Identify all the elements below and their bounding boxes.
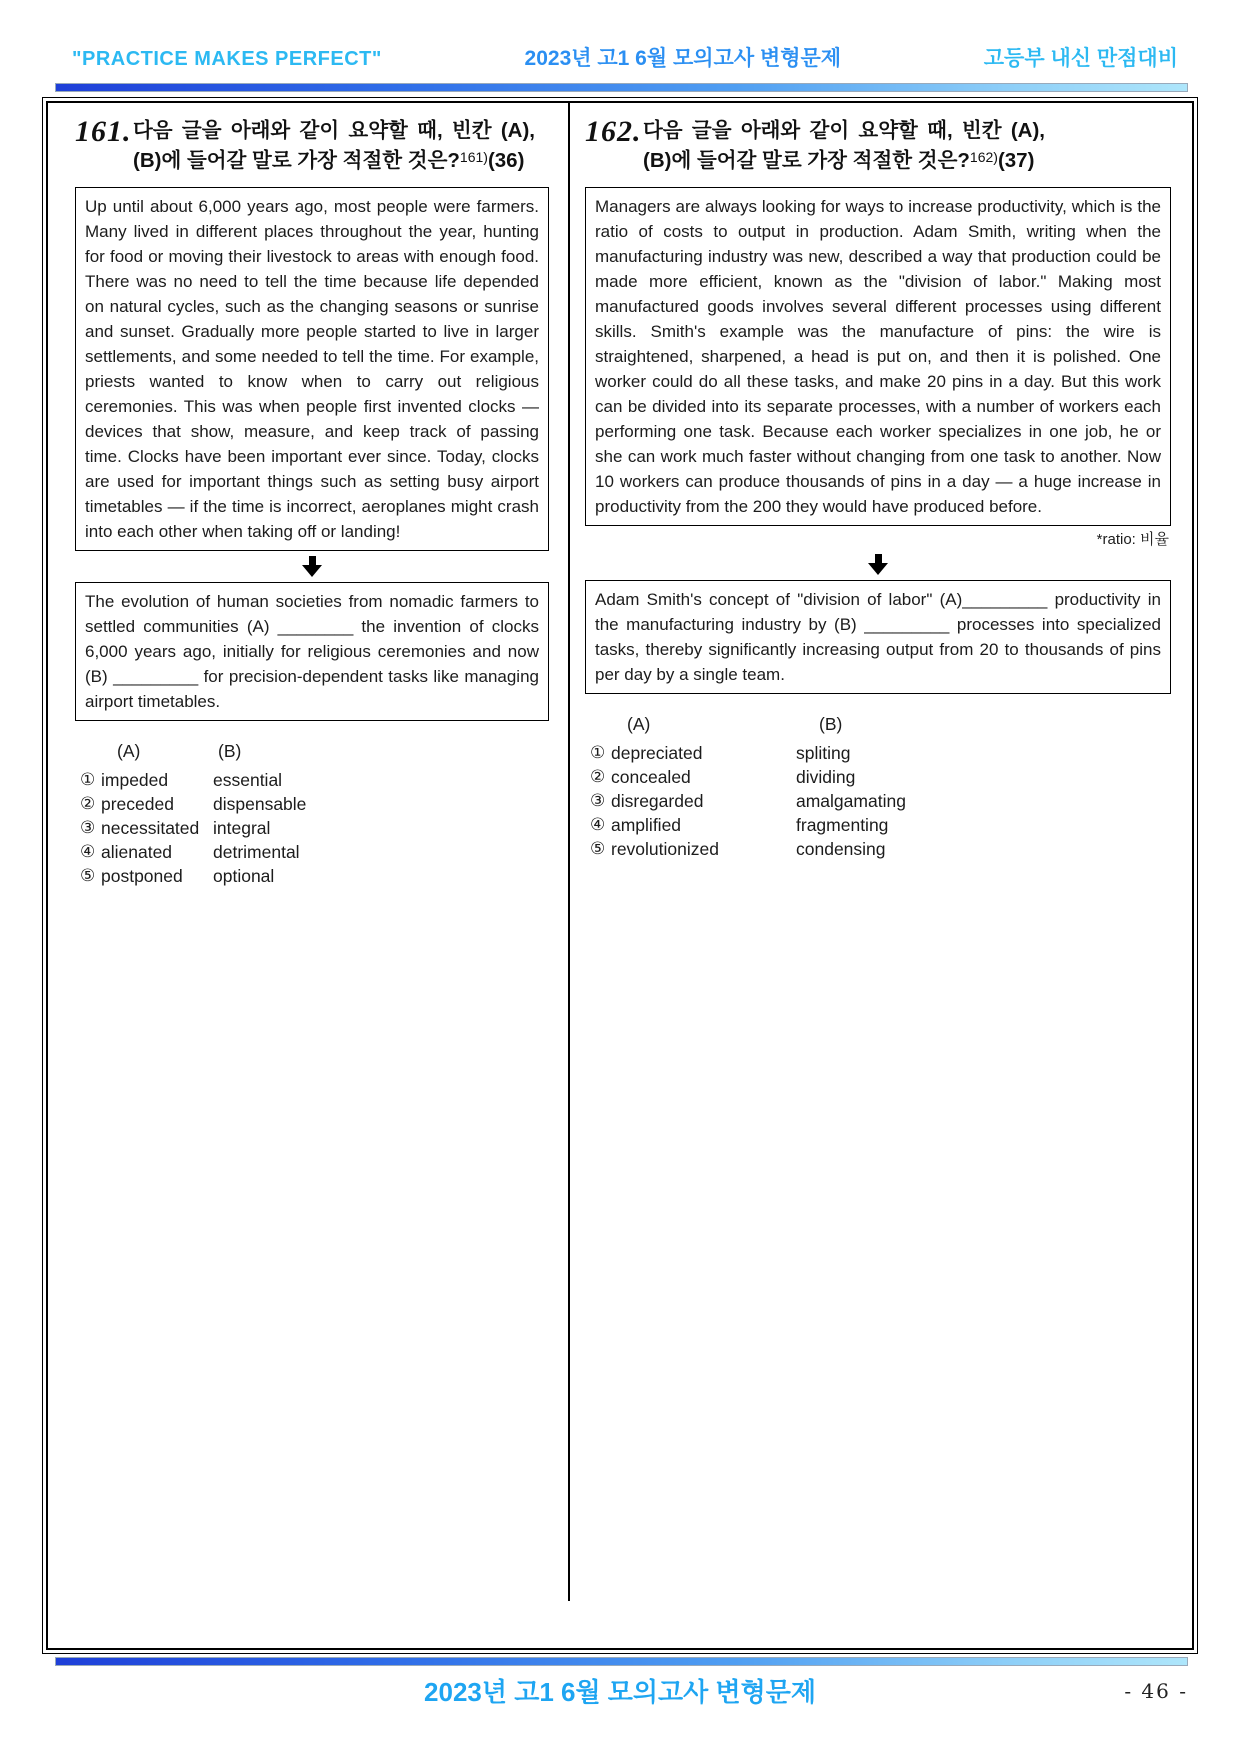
choice-b-word: fragmenting	[796, 815, 889, 835]
choices-162	[585, 714, 1171, 861]
choice-number: ③	[590, 791, 606, 810]
choice-a-word: preceded	[101, 794, 174, 814]
question-prompt-text: 다음 글을 아래와 같이 요약할 때, 빈칸 (A), (B)에 들어갈 말로 가장 적절한 것은?	[643, 119, 1045, 172]
choice-number: ②	[80, 794, 96, 813]
question-prompt	[643, 117, 1045, 174]
down-arrow-stem	[309, 556, 316, 565]
choice-b-word: detrimental	[213, 842, 300, 862]
down-arrow-icon	[585, 554, 1171, 575]
choice-row-1	[585, 741, 1171, 765]
choice-number: ④	[80, 842, 96, 861]
column-b-label: (B)	[819, 714, 843, 734]
choices-161	[75, 741, 549, 888]
choice-row-3	[585, 789, 1171, 813]
choice-number: ①	[80, 770, 96, 789]
content-frame	[42, 97, 1198, 1654]
choice-number: ①	[590, 743, 606, 762]
column-a-label: (A)	[117, 741, 141, 761]
choices-header	[75, 741, 549, 762]
choice-row-3	[75, 816, 549, 840]
summary-box: The evolution of human societies from nomadic farmers to settled communities (A) ________ the invention of clocks 6,000 years ago, initially for religious ceremonies and now (B) _________ for precision-dependent tasks like managing airport timetables.	[75, 582, 549, 721]
question-prompt-text: 다음 글을 아래와 같이 요약할 때, 빈칸 (A), (B)에 들어갈 말로 가장 적절한 것은?	[133, 119, 535, 172]
vocab-note: *ratio: 비율	[1096, 531, 1169, 548]
choice-row-4	[585, 813, 1171, 837]
down-arrow-stem	[875, 554, 882, 563]
choice-number: ⑤	[80, 866, 96, 885]
choice-number: ⑤	[590, 839, 606, 858]
question-162	[585, 117, 1171, 861]
choice-a-word: postponed	[101, 866, 183, 886]
choice-row-5	[75, 864, 549, 888]
footer-title: 2023년 고1 6월 모의고사 변형문제	[424, 1677, 816, 1707]
column-b-label: (B)	[218, 741, 242, 761]
choice-a-word: alienated	[101, 842, 173, 862]
choice-a-word: revolutionized	[611, 839, 719, 859]
choice-a-word: necessitated	[101, 818, 200, 838]
down-arrow-icon	[75, 556, 549, 577]
choice-b-word: condensing	[796, 839, 886, 859]
choice-b-word: optional	[213, 866, 275, 886]
choice-a-word: concealed	[611, 767, 691, 787]
question-161-header	[75, 117, 549, 174]
choice-number: ④	[590, 815, 606, 834]
footnote-ref: 161)	[459, 149, 488, 165]
content-frame-outer-border	[42, 97, 1198, 1654]
choice-b-word: spliting	[796, 743, 851, 763]
choice-a-word: impeded	[101, 770, 169, 790]
choice-a-word: disregarded	[611, 791, 704, 811]
choice-b-word: amalgamating	[796, 791, 906, 811]
choice-a-word: amplified	[611, 815, 682, 835]
choice-b-word: dispensable	[213, 794, 307, 814]
choice-a-word: depreciated	[611, 743, 703, 763]
header-title: 2023년 고1 6월 모의고사 변형문제	[524, 47, 842, 70]
choice-b-word: dividing	[796, 767, 856, 787]
choice-row-1	[75, 768, 549, 792]
footnote-ref: 162)	[969, 149, 998, 165]
content-frame-inner-border	[46, 101, 1194, 1650]
page-header	[72, 42, 1178, 72]
question-number: 162.	[585, 115, 642, 148]
choice-row-2	[585, 765, 1171, 789]
question-162-header	[585, 117, 1171, 174]
down-arrow-head	[868, 563, 888, 575]
column-a-label: (A)	[627, 714, 651, 734]
column-divider	[568, 103, 570, 1601]
choice-number: ③	[80, 818, 96, 837]
header-subtitle: 고등부 내신 만점대비	[983, 47, 1178, 70]
passage-box: Up until about 6,000 years ago, most people were farmers. Many lived in different places throughout the year, hunting for food or moving their livestock to areas with enough food. There was no need to tell the time because life depended on natural cycles, such as the changing seasons or sunrise and sunset. Gradually more people started to live in larger settlements, and some needed to tell the time. For example, priests wanted to know when to carry out religious ceremonies. This was when people first invented clocks — devices that show, measure, and keep track of passing time. Clocks have been important ever since. Today, clocks are used for important things such as setting busy airport timetables — if the time is incorrect, aeroplanes might crash into each other when taking off or landing!	[75, 187, 549, 551]
source-tag: (36)	[487, 149, 525, 172]
choices-header	[585, 714, 1171, 735]
choice-row-2	[75, 792, 549, 816]
question-number: 161.	[75, 115, 132, 148]
passage-box: Managers are always looking for ways to increase productivity, which is the ratio of costs to output in production. Adam Smith, writing when the manufacturing industry was new, described a way that production could be made more efficient, known as the "division of labor." Making most manufactured goods involves several different processes using different skills. Smith's example was the manufacture of pins: the wire is straightened, sharpened, a head is put on, and then it is polished. One worker could do all these tasks, and make 20 pins in a day. But this work can be divided into its separate processes, with a number of workers each performing one task. Because each worker specializes in one job, he or she can work much faster without changing from one task to another. Now 10 workers can produce thousands of pins in a day — a huge increase in productivity from the 200 they would have produced before.	[585, 187, 1171, 526]
choice-b-word: integral	[213, 818, 271, 838]
header-gradient-bar	[55, 83, 1188, 92]
footer-gradient-bar	[55, 1657, 1188, 1666]
question-161	[75, 117, 549, 888]
summary-box: Adam Smith's concept of "division of labor" (A)_________ productivity in the manufacturing industry by (B) _________ processes into specialized tasks, thereby significantly increasing output from 20 to thousands of pins per day by a single team.	[585, 580, 1171, 694]
choice-b-word: essential	[213, 770, 283, 790]
question-prompt	[133, 117, 535, 174]
down-arrow-head	[302, 565, 322, 577]
choice-row-4	[75, 840, 549, 864]
page-number: - 46 -	[1124, 1679, 1188, 1703]
header-motto: "PRACTICE MAKES PERFECT"	[72, 48, 382, 70]
choice-row-5	[585, 837, 1171, 861]
source-tag: (37)	[997, 149, 1035, 172]
choice-number: ②	[590, 767, 606, 786]
